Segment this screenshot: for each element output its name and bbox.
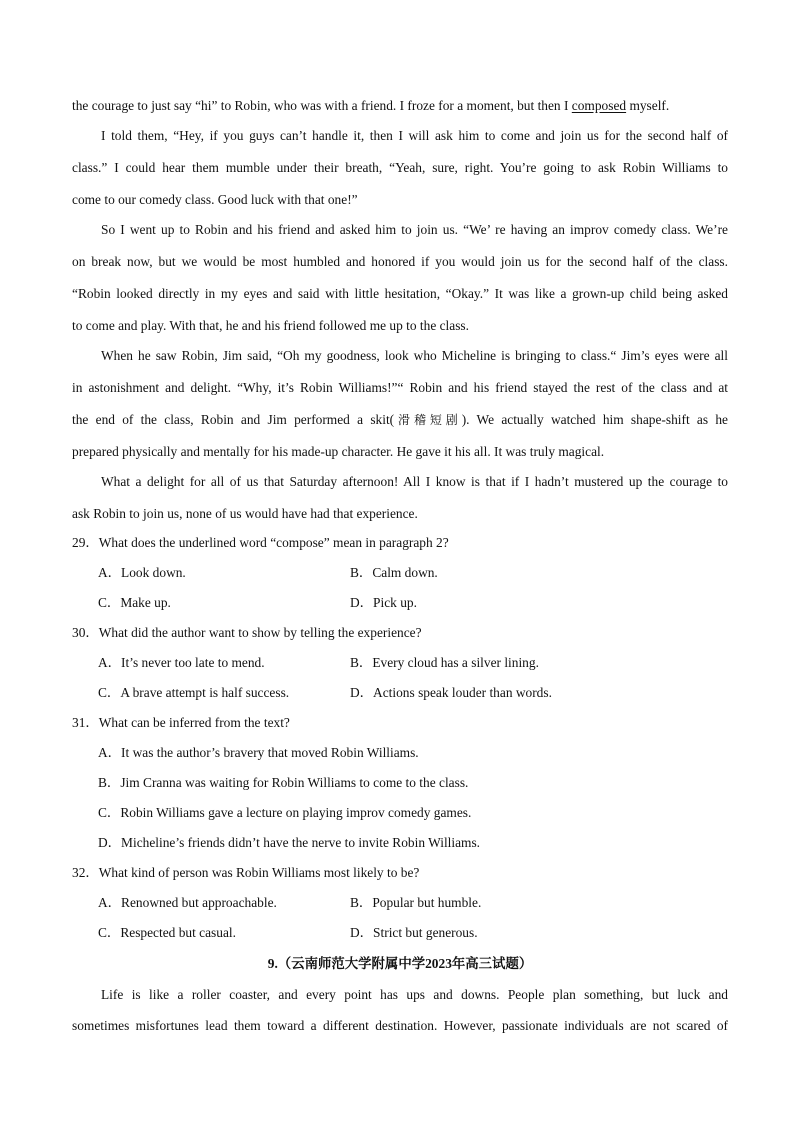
passage-text: ). We actually watched him shape-shift as he (461, 412, 728, 427)
passage-text: the courage to just say “hi” to Robin, who was with a friend. I froze for a moment, but then I (72, 98, 572, 113)
question-option[interactable]: D．Actions speak louder than words. (350, 685, 552, 700)
passage-text: the end of the class, Robin and Jim performed a skit( (72, 412, 395, 427)
question-stem: 29．What does the underlined word “compose” mean in paragraph 2? (72, 535, 449, 550)
question-option[interactable]: B．Calm down. (350, 565, 438, 580)
passage-line: on break now, but we would be most humbled and honored if you would join us for the second half of the class. (72, 254, 728, 269)
cjk-gloss: 滑稽短剧 (394, 413, 462, 427)
passage-line: prepared physically and mentally for his made-up character. He gave it his all. It was truly magical. (72, 444, 605, 459)
passage-line: to come and play. With that, he and his friend followed me up to the class. (72, 318, 469, 333)
question-option[interactable]: B．Every cloud has a silver lining. (350, 655, 539, 670)
underlined-word: composed (571, 98, 627, 113)
question-option[interactable]: A．Renowned but approachable. (98, 895, 277, 910)
passage-line: “Robin looked directly in my eyes and said with little hesitation, “Okay.” It was like a grown-up child being asked (72, 286, 728, 301)
question-stem: 31．What can be inferred from the text? (72, 715, 290, 730)
passage-line: I told them, “Hey, if you guys can’t handle it, then I will ask him to come and join us for the second half of (101, 128, 728, 143)
question-stem: 32．What kind of person was Robin Williams most likely to be? (72, 865, 420, 880)
passage-line: When he saw Robin, Jim said, “Oh my goodness, look who Micheline is bringing to class.“ Jim’s eyes were all (101, 348, 728, 363)
question-option[interactable]: C．Robin Williams gave a lecture on playing improv comedy games. (98, 805, 472, 820)
question-option[interactable]: B．Popular but humble. (350, 895, 482, 910)
question-option[interactable]: D．Micheline’s friends didn’t have the nerve to invite Robin Williams. (98, 835, 481, 850)
question-option[interactable]: A．It’s never too late to mend. (98, 655, 265, 670)
passage-line: in astonishment and delight. “Why, it’s Robin Williams!”“ Robin and his friend stayed the rest of the class and at (72, 380, 728, 395)
passage-text: myself. (626, 98, 670, 113)
passage-line: come to our comedy class. Good luck with that one!” (72, 192, 358, 207)
question-stem: 30．What did the author want to show by telling the experience? (72, 625, 422, 640)
passage-line (72, 97, 728, 115)
passage-line: ask Robin to join us, none of us would have had that experience. (72, 506, 418, 521)
question-option[interactable]: D．Pick up. (350, 595, 417, 610)
question-option[interactable]: C．A brave attempt is half success. (98, 685, 290, 700)
passage-line: class.” I could hear them mumble under their breath, “Yeah, sure, right. You’re going to ask Robin Williams to (72, 160, 728, 175)
question-option[interactable]: A．It was the author’s bravery that moved Robin Williams. (98, 745, 419, 760)
passage-line (72, 411, 728, 429)
passage-line: Life is like a roller coaster, and every point has ups and downs. People plan something, but luck and (101, 987, 728, 1002)
passage-line: sometimes misfortunes lead them toward a different destination. However, passionate individuals are not scared of (72, 1018, 728, 1033)
section-header: 9.（云南师范大学附属中学2023年高三试题） (267, 956, 533, 971)
passage-line: So I went up to Robin and his friend and asked him to join us. “We’ re having an improv comedy class. We’re (101, 222, 728, 237)
question-option[interactable]: A．Look down. (98, 565, 186, 580)
question-option[interactable]: C．Make up. (98, 595, 171, 610)
question-option[interactable]: C．Respected but casual. (98, 925, 236, 940)
question-option[interactable]: B．Jim Cranna was waiting for Robin Williams to come to the class. (98, 775, 469, 790)
question-option[interactable]: D．Strict but generous. (350, 925, 478, 940)
passage-line: What a delight for all of us that Saturday afternoon! All I know is that if I hadn’t mustered up the courage to (101, 474, 728, 489)
